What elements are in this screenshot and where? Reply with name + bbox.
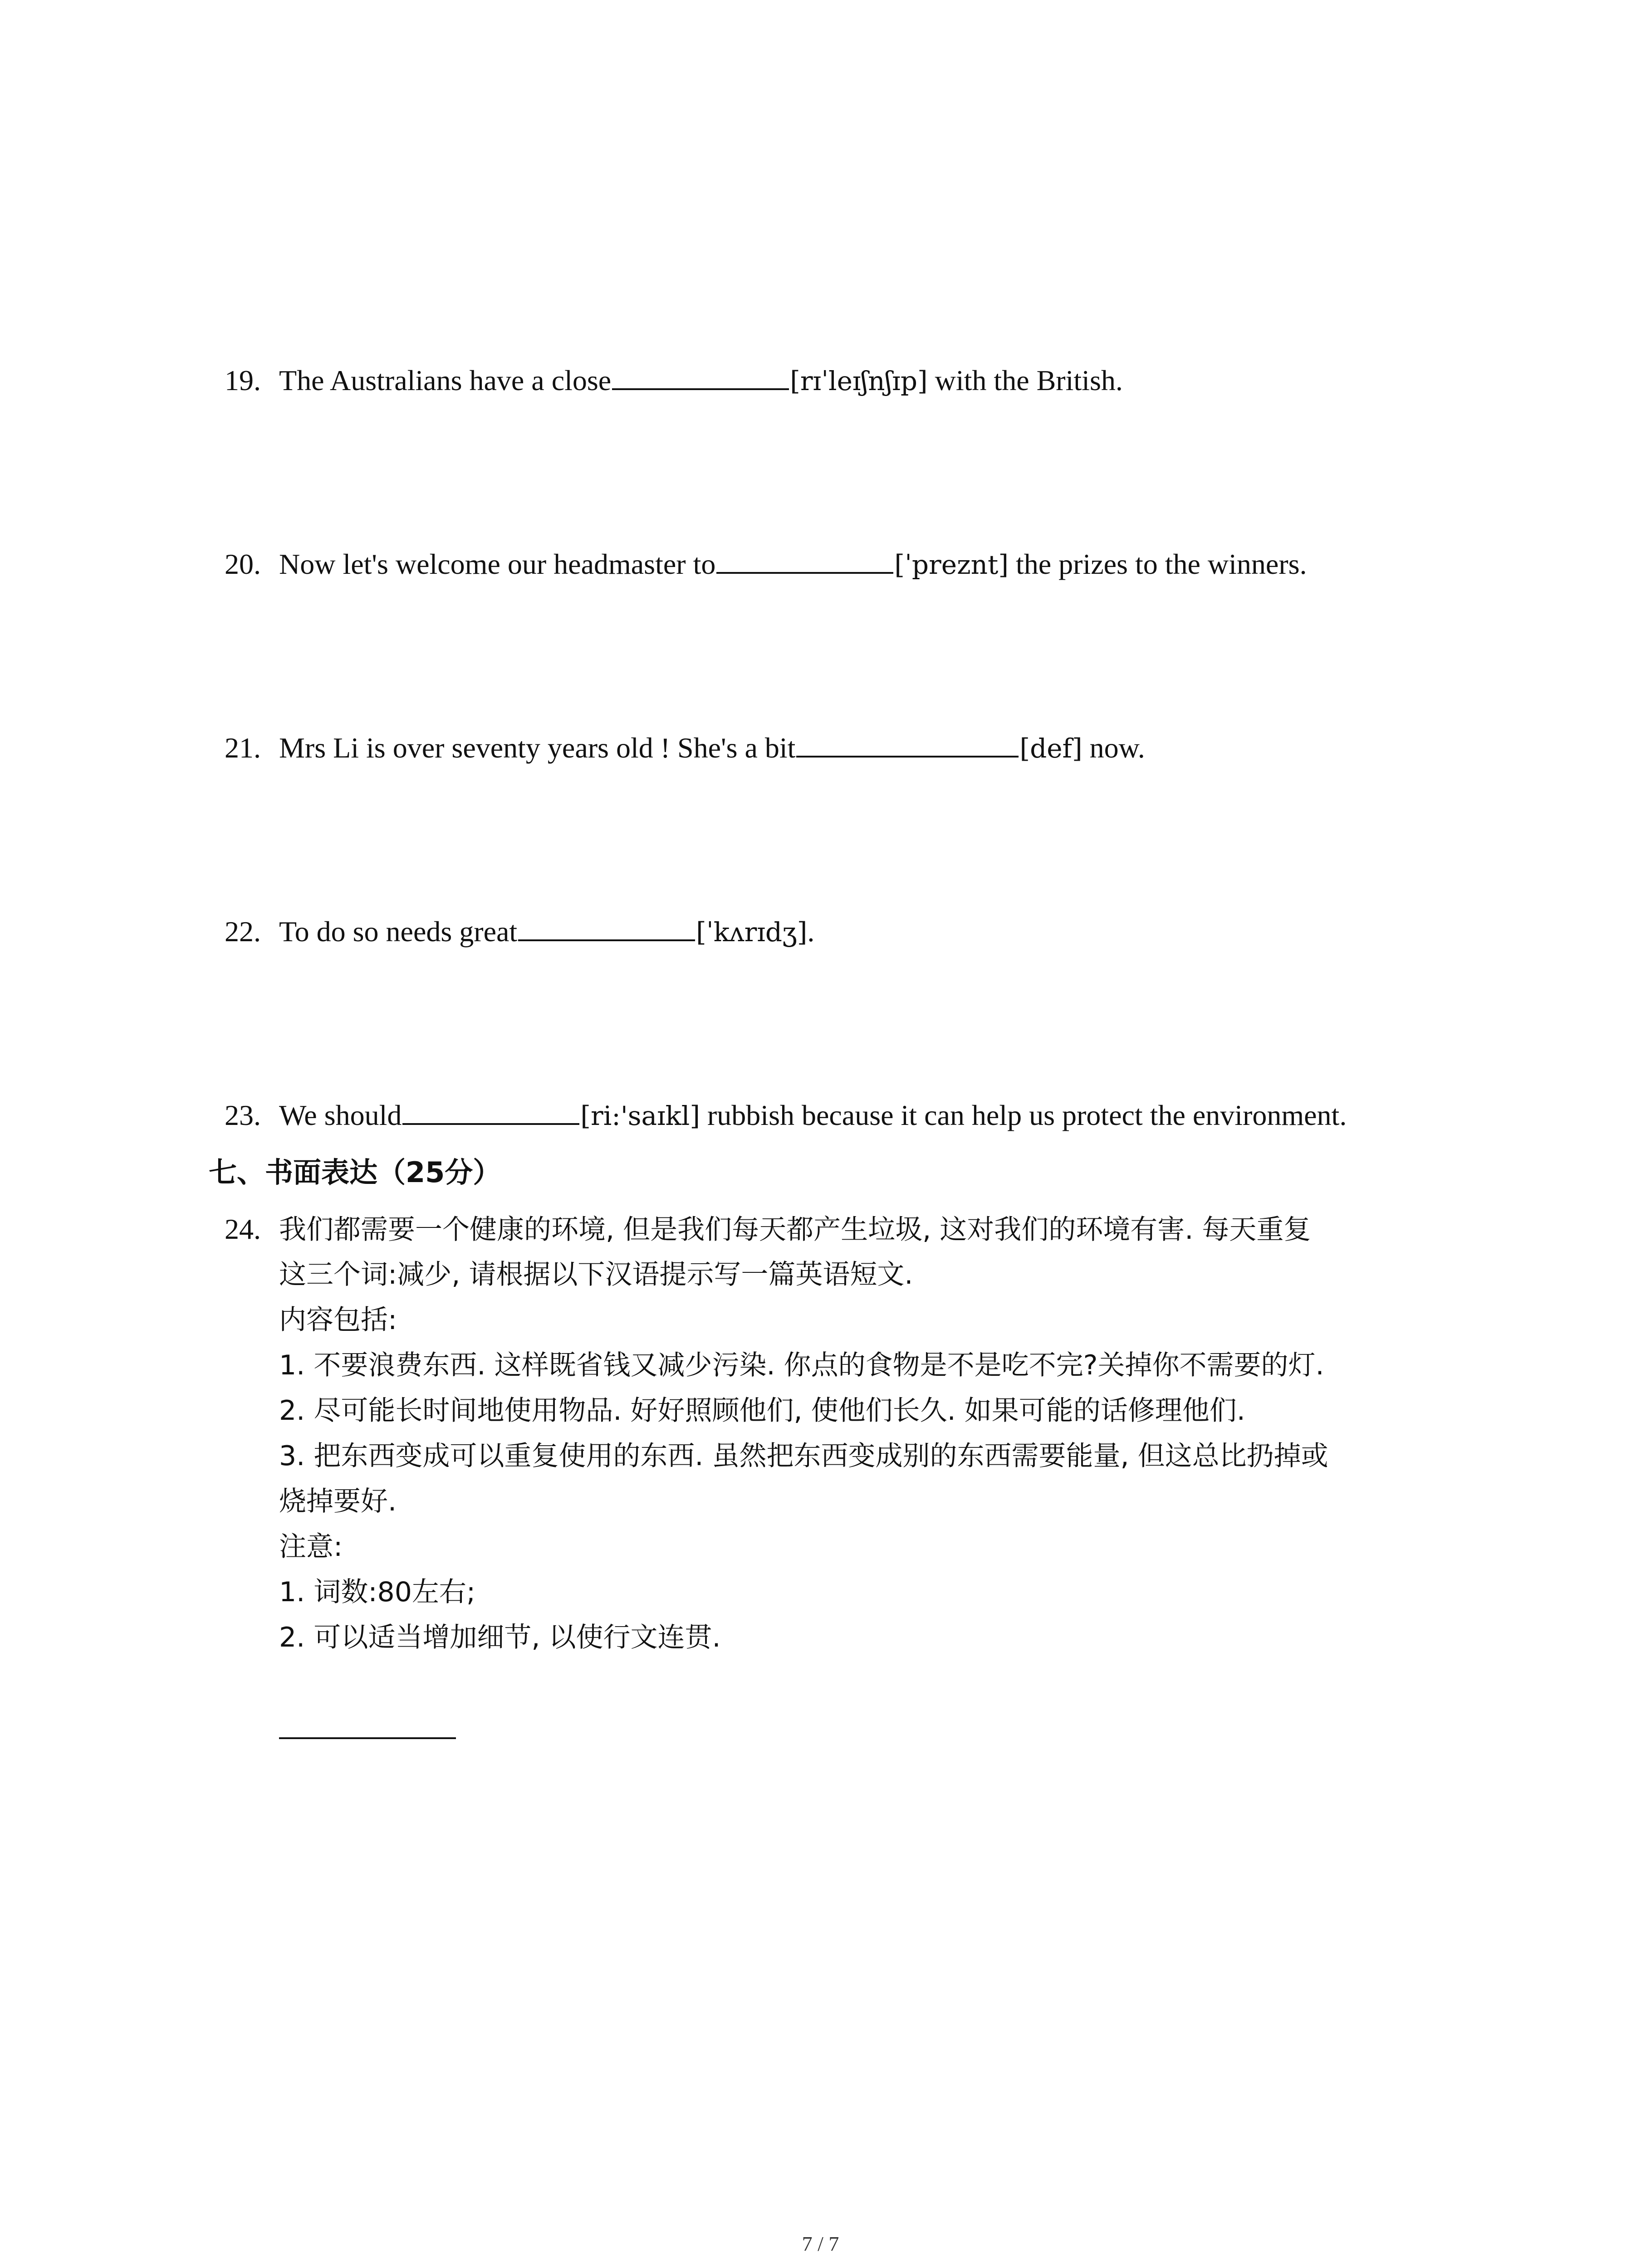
question-24 <box>225 1207 1472 1660</box>
question-text-end: . <box>807 915 815 948</box>
phonetic-hint: [ri:'saɪkl] <box>580 1100 700 1131</box>
phonetic-hint: [ˈkʌrɪdʒ] <box>696 917 808 948</box>
question-text-end: rubbish because it can help us protect the environment. <box>700 1099 1347 1131</box>
answer-blank[interactable] <box>402 1093 579 1125</box>
content-point-2: 2. 尽可能长时间地使用物品. 好好照顾他们, 使他们长久. 如果可能的话修理他们. <box>279 1395 1245 1427</box>
content-heading: 内容包括: <box>279 1304 397 1336</box>
question-23 <box>225 1093 1347 1134</box>
phonetic-hint: [def] <box>1019 733 1083 764</box>
phonetic-hint: [ˈpreznt] <box>894 549 1009 580</box>
question-text-end: with the British. <box>927 364 1123 396</box>
question-number: 22. <box>225 915 261 948</box>
question-text-end: now. <box>1082 732 1145 764</box>
phonetic-hint: [rɪˈleɪʃnʃɪp] <box>790 366 928 396</box>
question-text: Now let's welcome our headmaster to <box>279 548 716 580</box>
answer-blank[interactable] <box>612 358 789 390</box>
question-number: 21. <box>225 732 261 764</box>
question-22 <box>225 909 814 950</box>
question-text: The Australians have a close <box>279 364 612 396</box>
notes-heading: 注意: <box>279 1531 343 1563</box>
prompt-line: 这三个词:减少, 请根据以下汉语提示写一篇英语短文. <box>279 1259 913 1290</box>
note-1: 1. 词数:80左右; <box>279 1576 476 1608</box>
prompt-text: 我们都需要一个健康的环境, 但是我们每天都产生垃圾, 这对我们的环境有害. 每天重复 <box>279 1214 1311 1246</box>
section-heading: 七、书面表达（25分） <box>209 1156 501 1189</box>
answer-blank[interactable] <box>796 726 1019 758</box>
content-point-3: 3. 把东西变成可以重复使用的东西. 虽然把东西变成别的东西需要能量, 但这总比扔掉或 <box>279 1440 1328 1472</box>
page-number: 7 / 7 <box>802 2232 839 2255</box>
question-text: We should <box>279 1099 402 1131</box>
answer-blank[interactable] <box>518 909 695 941</box>
question-text: To do so needs great <box>279 915 518 948</box>
question-21 <box>225 726 1145 767</box>
answer-blank[interactable] <box>716 542 893 574</box>
question-number: 24. <box>225 1213 261 1245</box>
question-19 <box>225 358 1123 399</box>
question-text-end: the prizes to the winners. <box>1008 548 1307 580</box>
essay-answer-blank[interactable] <box>279 1737 456 1739</box>
content-point-1: 1. 不要浪费东西. 这样既省钱又减少污染. 你点的食物是不是吃不完?关掉你不需要的灯. <box>279 1349 1324 1381</box>
note-2: 2. 可以适当增加细节, 以使行文连贯. <box>279 1622 721 1653</box>
question-20 <box>225 542 1307 583</box>
question-number: 19. <box>225 364 261 396</box>
question-text: Mrs Li is over seventy years old ! She's a bit <box>279 732 796 764</box>
content-point-3-continued: 烧掉要好. <box>279 1486 397 1517</box>
question-number: 20. <box>225 548 261 580</box>
question-number: 23. <box>225 1099 261 1131</box>
question-24-line-1 <box>225 1207 1472 1252</box>
